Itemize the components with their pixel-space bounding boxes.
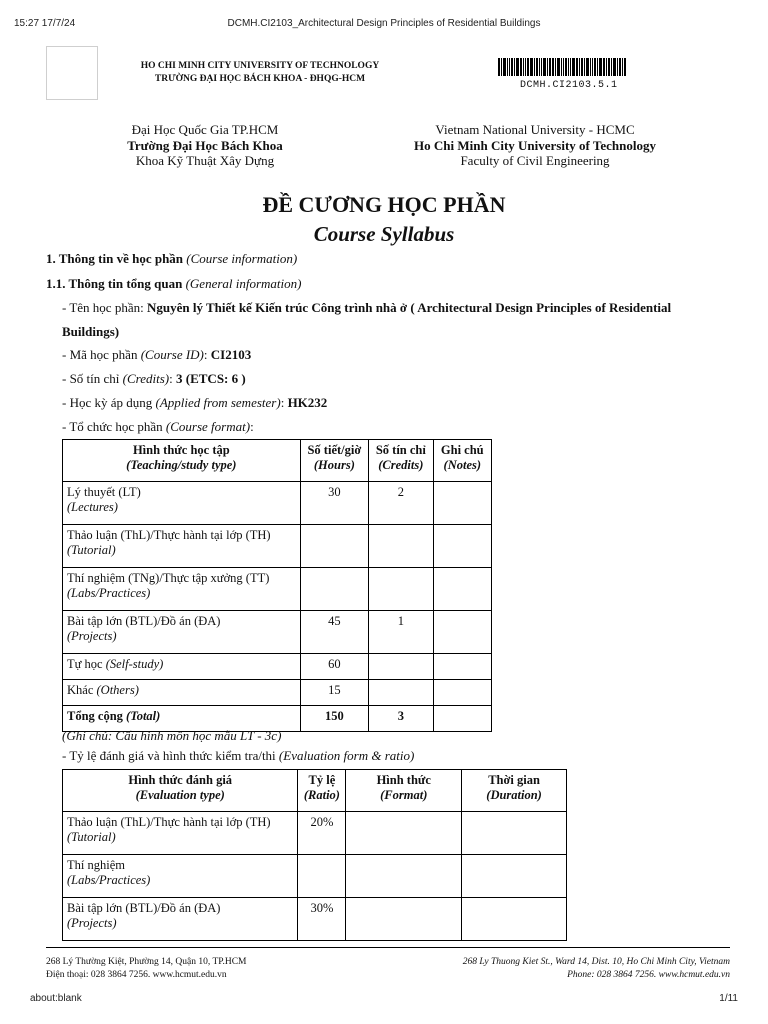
format-table-note: (Ghi chú: Cấu hình môn học mẫu LT - 3c) [62, 728, 282, 743]
table-header: Tỷ lệ (Ratio) [298, 770, 346, 812]
credits-value: 3 (ETCS: 6 ) [176, 371, 246, 386]
course-id-value: CI2103 [210, 347, 252, 362]
table-cell [298, 855, 346, 898]
table-cell [433, 654, 491, 680]
table-cell: 3 [369, 706, 433, 732]
credits-row: - Số tín chỉ (Credits): 3 (ETCS: 6 ) [62, 371, 246, 386]
credits-label-en: (Credits) [122, 371, 170, 386]
table-cell [462, 855, 567, 898]
table-cell: 20% [298, 812, 346, 855]
table-header: Số tiết/giờ (Hours) [300, 440, 368, 482]
table-cell [433, 706, 491, 732]
table-header-row [63, 770, 567, 812]
footer-vn [46, 956, 247, 982]
table-cell: 150 [300, 706, 368, 732]
table-cell: 45 [300, 611, 368, 654]
table-row [63, 898, 567, 941]
table-row [63, 611, 492, 654]
table-row [63, 855, 567, 898]
table-cell [300, 525, 368, 568]
course-format-table [62, 439, 492, 732]
table-cell: Lý thuyết (LT) (Lectures) [63, 482, 301, 525]
institution-vn-line: Đại Học Quốc Gia TP.HCM [131, 122, 279, 137]
course-name-value: Nguyên lý Thiết kế Kiến trúc Công trình nhà ở ( Architectural Design Principles of Residential [146, 300, 672, 315]
table-cell [369, 568, 433, 611]
course-name-label: - Tên học phần: [62, 300, 147, 315]
table-cell: 15 [300, 680, 368, 706]
table-header: Hình thức đánh giá (Evaluation type) [63, 770, 298, 812]
table-cell [433, 568, 491, 611]
course-name-value-cont: Buildings) [62, 324, 120, 339]
table-cell [433, 680, 491, 706]
section-1-heading [46, 251, 297, 267]
table-cell [462, 812, 567, 855]
semester-row: - Học kỳ áp dụng (Applied from semester): HK232 [62, 395, 328, 410]
table-cell [433, 611, 491, 654]
table-cell: Bài tập lớn (BTL)/Đồ án (ĐA) (Projects) [63, 611, 301, 654]
course-id-label: - Mã học phần [62, 347, 141, 362]
section-1-1-label: 1.1. Thông tin tổng quan [46, 276, 183, 291]
page-title-en: Course Syllabus [313, 222, 455, 246]
barcode-graphic [498, 58, 658, 76]
institution-vn [90, 122, 320, 169]
institution-en-line: Vietnam National University - HCMC [435, 122, 635, 137]
page-title-vn: ĐỀ CƯƠNG HỌC PHẦN [262, 192, 506, 217]
table-cell [346, 812, 462, 855]
footer-divider [46, 947, 730, 948]
print-datetime: 15:27 17/7/24 [14, 18, 76, 29]
evaluation-label-en: (Evaluation form & ratio) [278, 748, 415, 763]
table-row [63, 680, 492, 706]
table-cell: Tự học (Self-study) [63, 654, 301, 680]
table-row [63, 812, 567, 855]
institution-en-line: Ho Chi Minh City University of Technology [414, 137, 656, 153]
institution-vn-line: Trường Đại Học Bách Khoa [127, 137, 283, 153]
table-cell: Bài tập lớn (BTL)/Đồ án (ĐA) (Projects) [63, 898, 298, 941]
table-cell [369, 680, 433, 706]
table-cell: Thí nghiệm (TNg)/Thực tập xưởng (TT) (Labs/Practices) [63, 568, 301, 611]
table-cell [462, 898, 567, 941]
institution-vn-line: Khoa Kỹ Thuật Xây Dựng [135, 153, 275, 168]
institution-en [380, 122, 690, 169]
table-row [63, 482, 492, 525]
university-logo-placeholder [46, 46, 98, 100]
evaluation-label: - Tỷ lệ đánh giá và hình thức kiểm tra/thi [62, 748, 279, 763]
footer-en-address: 268 Ly Thuong Kiet St., Ward 14, Dist. 10, Ho Chi Minh City, Vietnam [462, 957, 730, 967]
document-code: DCMH.CI2103.5.1 [520, 80, 618, 91]
semester-label-en: (Applied from semester) [155, 395, 281, 410]
footer-en-phone: Phone: 028 3864 7256. www.hcmut.edu.vn [567, 970, 730, 980]
print-doc-title: DCMH.CI2103_Architectural Design Principles of Residential Buildings [227, 18, 541, 29]
table-cell: Thảo luận (ThL)/Thực hành tại lớp (TH) (Tutorial) [63, 812, 298, 855]
table-header: Thời gian (Duration) [462, 770, 567, 812]
section-1-label: 1. Thông tin về học phần [46, 251, 184, 266]
section-1-1-label-en: (General information) [185, 276, 302, 291]
semester-value: HK232 [287, 395, 328, 410]
table-cell [433, 482, 491, 525]
table-row [63, 525, 492, 568]
footer-en [463, 956, 730, 982]
table-cell: Thảo luận (ThL)/Thực hành tại lớp (TH) (Tutorial) [63, 525, 301, 568]
table-cell [369, 525, 433, 568]
table-header-row [63, 440, 492, 482]
table-cell: 30 [300, 482, 368, 525]
table-cell [433, 525, 491, 568]
table-header: Hình thức học tập (Teaching/study type) [63, 440, 301, 482]
table-row [63, 654, 492, 680]
course-name-row [62, 300, 671, 316]
table-cell: 2 [369, 482, 433, 525]
institution-en-line: Faculty of Civil Engineering [460, 153, 610, 168]
table-cell: 30% [298, 898, 346, 941]
course-format-label-en: (Course format) [165, 419, 251, 434]
table-header: Hình thức (Format) [346, 770, 462, 812]
university-name-en: HO CHI MINH CITY UNIVERSITY OF TECHNOLOGY [140, 61, 380, 71]
table-cell: Khác (Others) [63, 680, 301, 706]
university-name-vn: TRƯỜNG ĐẠI HỌC BÁCH KHOA - ĐHQG-HCM [154, 74, 366, 84]
table-cell [346, 898, 462, 941]
table-cell [369, 654, 433, 680]
table-cell: Thí nghiệm (Labs/Practices) [63, 855, 298, 898]
course-format-row: - Tổ chức học phần (Course format): [62, 419, 254, 434]
semester-label: - Học kỳ áp dụng [62, 395, 156, 410]
footer-vn-address: 268 Lý Thường Kiệt, Phường 14, Quận 10, TP.HCM [46, 957, 247, 967]
section-1-label-en: (Course information) [186, 251, 298, 266]
credits-label: - Số tín chỉ [62, 371, 123, 386]
section-1-1-heading [46, 276, 301, 292]
print-url: about:blank [30, 993, 82, 1004]
course-id-row: - Mã học phần (Course ID): CI2103 [62, 347, 252, 362]
course-format-label: - Tổ chức học phần [62, 419, 166, 434]
evaluation-table [62, 769, 567, 941]
table-cell: 60 [300, 654, 368, 680]
table-header: Ghi chú (Notes) [433, 440, 491, 482]
course-id-label-en: (Course ID) [140, 347, 204, 362]
print-page-number: 1/11 [719, 993, 738, 1004]
table-row [63, 568, 492, 611]
evaluation-row [62, 748, 414, 764]
table-cell: 1 [369, 611, 433, 654]
table-header: Số tín chỉ (Credits) [369, 440, 433, 482]
table-cell: Tổng cộng (Total) [63, 706, 301, 732]
table-cell [300, 568, 368, 611]
footer-vn-phone: Điện thoại: 028 3864 7256. www.hcmut.edu.vn [46, 970, 227, 980]
table-cell [346, 855, 462, 898]
